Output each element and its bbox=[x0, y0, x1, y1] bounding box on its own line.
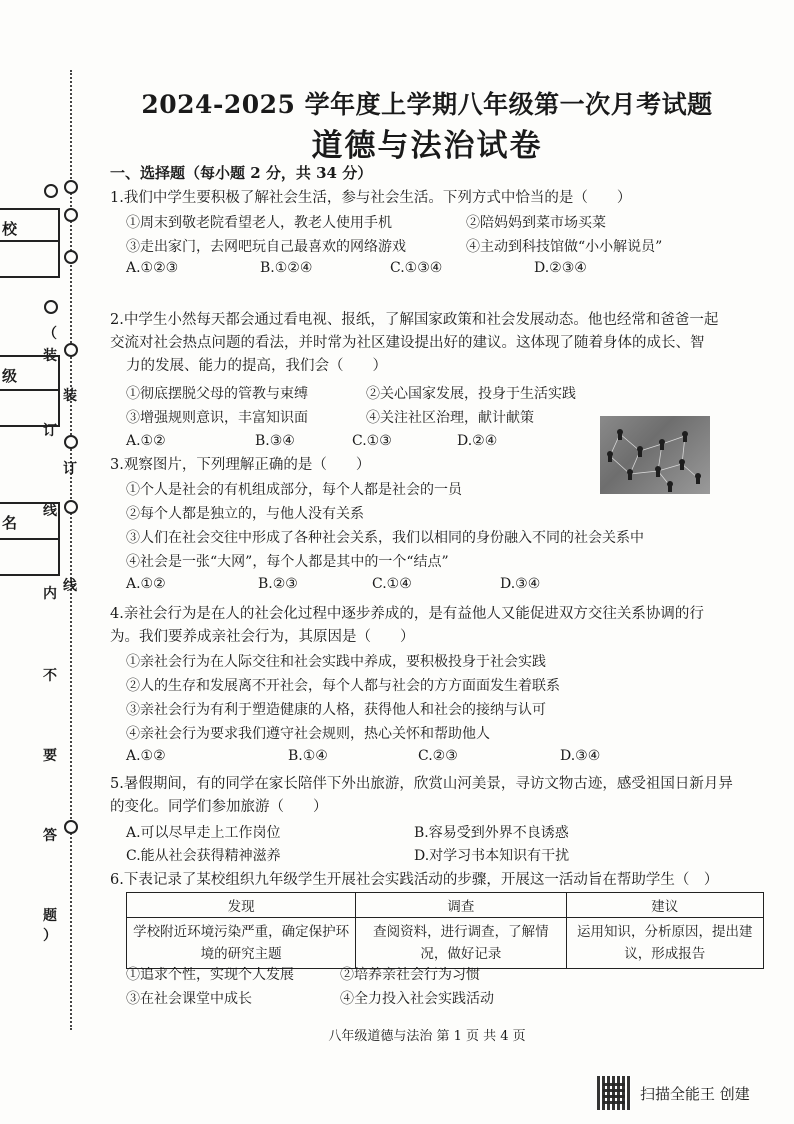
table-header: 建议 bbox=[566, 893, 763, 918]
q4-option: ①亲社会行为在人际交往和社会实践中养成，要积极投身于社会实践 bbox=[126, 654, 546, 670]
q3-option: ④社会是一张“大网”，每个人都是其中的一个“结点” bbox=[126, 554, 449, 570]
divider bbox=[0, 240, 58, 242]
binding-char: （ bbox=[43, 326, 57, 342]
q1-option: ④主动到科技馆做“小小解说员” bbox=[466, 239, 663, 255]
q1-option: ③走出家门，去网吧玩自己最喜欢的网络游戏 bbox=[126, 239, 406, 255]
q4-choice-b: B.①④ bbox=[288, 748, 328, 764]
binding-hole bbox=[64, 180, 78, 194]
binding-hole bbox=[64, 500, 78, 514]
question-1-stem: 1.我们中学生要积极了解社会生活，参与社会生活。下列方式中恰当的是（ ） bbox=[110, 190, 632, 206]
q5-choice-c: C.能从社会获得精神滋养 bbox=[126, 848, 281, 864]
question-4-stem: 为。我们要养成亲社会行为，其原因是（ ） bbox=[110, 629, 415, 645]
question-5-stem: 的变化。同学们参加旅游（ ） bbox=[110, 799, 328, 815]
name-label: 名 bbox=[2, 514, 18, 532]
binding-char: 订 bbox=[63, 461, 77, 477]
q5-choice-b: B.容易受到外界不良诱惑 bbox=[414, 825, 569, 841]
exam-subtitle: 道德与法治试卷 bbox=[311, 128, 543, 164]
q4-option: ③亲社会行为有利于塑造健康的人格，获得他人和社会的接纳与认可 bbox=[126, 702, 546, 718]
binding-hole bbox=[64, 250, 78, 264]
question-3-stem: 3.观察图片，下列理解正确的是（ ） bbox=[110, 457, 371, 473]
q2-option: ②关心国家发展，投身于生活实践 bbox=[366, 386, 576, 402]
school-label: 校 bbox=[2, 220, 18, 238]
q2-choice-c: C.①③ bbox=[352, 433, 392, 449]
question-2-stem: 2.中学生小然每天都会通过看电视、报纸，了解国家政策和社会发展动态。他也经常和爸爸一起 bbox=[110, 312, 719, 328]
section-heading: 一、选择题（每小题 2 分，共 34 分） bbox=[110, 164, 373, 182]
q4-option: ④亲社会行为要求我们遵守社会规则，热心关怀和帮助他人 bbox=[126, 726, 490, 742]
question-2-stem: 交流对社会热点问题的看法，并时常为社区建设提出好的建议。这体现了随着身体的成长、智 bbox=[110, 335, 705, 351]
scanner-watermark: 扫描全能王 创建 bbox=[640, 1085, 750, 1103]
binding-char: 装 bbox=[43, 348, 57, 364]
activity-table bbox=[126, 892, 764, 969]
q2-choice-d: D.②④ bbox=[457, 433, 498, 449]
q1-option: ②陪妈妈到菜市场买菜 bbox=[466, 215, 606, 231]
q3-choice-c: C.①④ bbox=[372, 576, 412, 592]
question-6-stem: 6.下表记录了某校组织九年级学生开展社会实践活动的步骤，开展这一活动旨在帮助学生（ ） bbox=[110, 872, 719, 888]
q6-option: ③在社会课堂中成长 bbox=[126, 991, 252, 1007]
binding-char: 内 bbox=[43, 586, 57, 602]
binding-char: 不 bbox=[43, 668, 57, 684]
binding-char: 答 bbox=[43, 828, 57, 844]
binding-hole bbox=[64, 820, 78, 834]
q6-option: ②培养亲社会行为习惯 bbox=[340, 967, 480, 983]
class-field-box bbox=[0, 355, 60, 427]
q2-choice-a: A.①② bbox=[126, 433, 166, 449]
q3-option: ③人们在社会交往中形成了各种社会关系，我们以相同的身份融入不同的社会关系中 bbox=[126, 530, 644, 546]
q2-option: ①彻底摆脱父母的管教与束缚 bbox=[126, 386, 308, 402]
question-4-stem: 4.亲社会行为是在人的社会化过程中逐步养成的，是有益他人又能促进双方交往关系协调的行 bbox=[110, 606, 704, 622]
binding-char: 装 bbox=[63, 388, 77, 404]
school-field-box bbox=[0, 208, 60, 278]
divider bbox=[0, 538, 58, 540]
q4-option: ②人的生存和发展离不开社会，每个人都与社会的方方面面发生着联系 bbox=[126, 678, 560, 694]
q5-choice-a: A.可以尽早走上工作岗位 bbox=[126, 825, 281, 841]
q1-choice-a: A.①②③ bbox=[126, 260, 179, 276]
exam-title: 2024-2025 学年度上学期八年级第一次月考试题 bbox=[141, 90, 713, 119]
binding-hole bbox=[44, 300, 58, 314]
binding-char: 订 bbox=[43, 423, 57, 439]
name-field-box bbox=[0, 502, 60, 576]
table-header: 调查 bbox=[356, 893, 566, 918]
binding-hole bbox=[64, 343, 78, 357]
page-footer: 八年级道德与法治 第 1 页 共 4 页 bbox=[328, 1029, 526, 1044]
question-5-stem: 5.暑假期间，有的同学在家长陪伴下外出旅游，欣赏山河美景，寻访文物古迹，感受祖国日新月异 bbox=[110, 776, 733, 792]
q3-option: ②每个人都是独立的，与他人没有关系 bbox=[126, 506, 364, 522]
binding-char: 要 bbox=[43, 748, 57, 764]
social-network-photo bbox=[600, 416, 710, 494]
q2-choice-b: B.③④ bbox=[255, 433, 295, 449]
q3-option: ①个人是社会的有机组成部分，每个人都是社会的一员 bbox=[126, 482, 462, 498]
table-cell: 运用知识，分析原因，提出建议，形成报告 bbox=[566, 918, 763, 969]
q3-choice-d: D.③④ bbox=[500, 576, 541, 592]
binding-hole bbox=[64, 208, 78, 222]
table-header: 发现 bbox=[127, 893, 356, 918]
q3-choice-b: B.②③ bbox=[258, 576, 298, 592]
q1-choice-d: D.②③④ bbox=[534, 260, 587, 276]
q4-choice-d: D.③④ bbox=[560, 748, 601, 764]
qr-code-icon bbox=[597, 1076, 631, 1110]
q1-choice-c: C.①③④ bbox=[390, 260, 443, 276]
q1-choice-b: B.①②④ bbox=[260, 260, 313, 276]
class-label: 级 bbox=[2, 367, 18, 385]
binding-char: 线 bbox=[63, 578, 77, 594]
q6-option: ①追求个性，实现个人发展 bbox=[126, 967, 294, 983]
divider bbox=[0, 389, 58, 391]
q2-option: ③增强规则意识，丰富知识面 bbox=[126, 410, 308, 426]
binding-char: ） bbox=[43, 928, 57, 944]
binding-hole bbox=[64, 435, 78, 449]
table-cell: 学校附近环境污染严重，确定保护环境的研究主题 bbox=[127, 918, 356, 969]
question-2-stem: 力的发展、能力的提高，我们会（ ） bbox=[126, 358, 387, 374]
q5-choice-d: D.对学习书本知识有干扰 bbox=[414, 848, 570, 864]
q1-option: ①周末到敬老院看望老人，教老人使用手机 bbox=[126, 215, 392, 231]
q4-choice-c: C.②③ bbox=[418, 748, 458, 764]
table-cell: 查阅资料，进行调查，了解情况，做好记录 bbox=[356, 918, 566, 969]
binding-char: 线 bbox=[43, 503, 57, 519]
q6-option: ④全力投入社会实践活动 bbox=[340, 991, 494, 1007]
q3-choice-a: A.①② bbox=[126, 576, 166, 592]
binding-hole bbox=[44, 184, 58, 198]
binding-char: 题 bbox=[43, 908, 57, 924]
q4-choice-a: A.①② bbox=[126, 748, 166, 764]
q2-option: ④关注社区治理，献计献策 bbox=[366, 410, 534, 426]
